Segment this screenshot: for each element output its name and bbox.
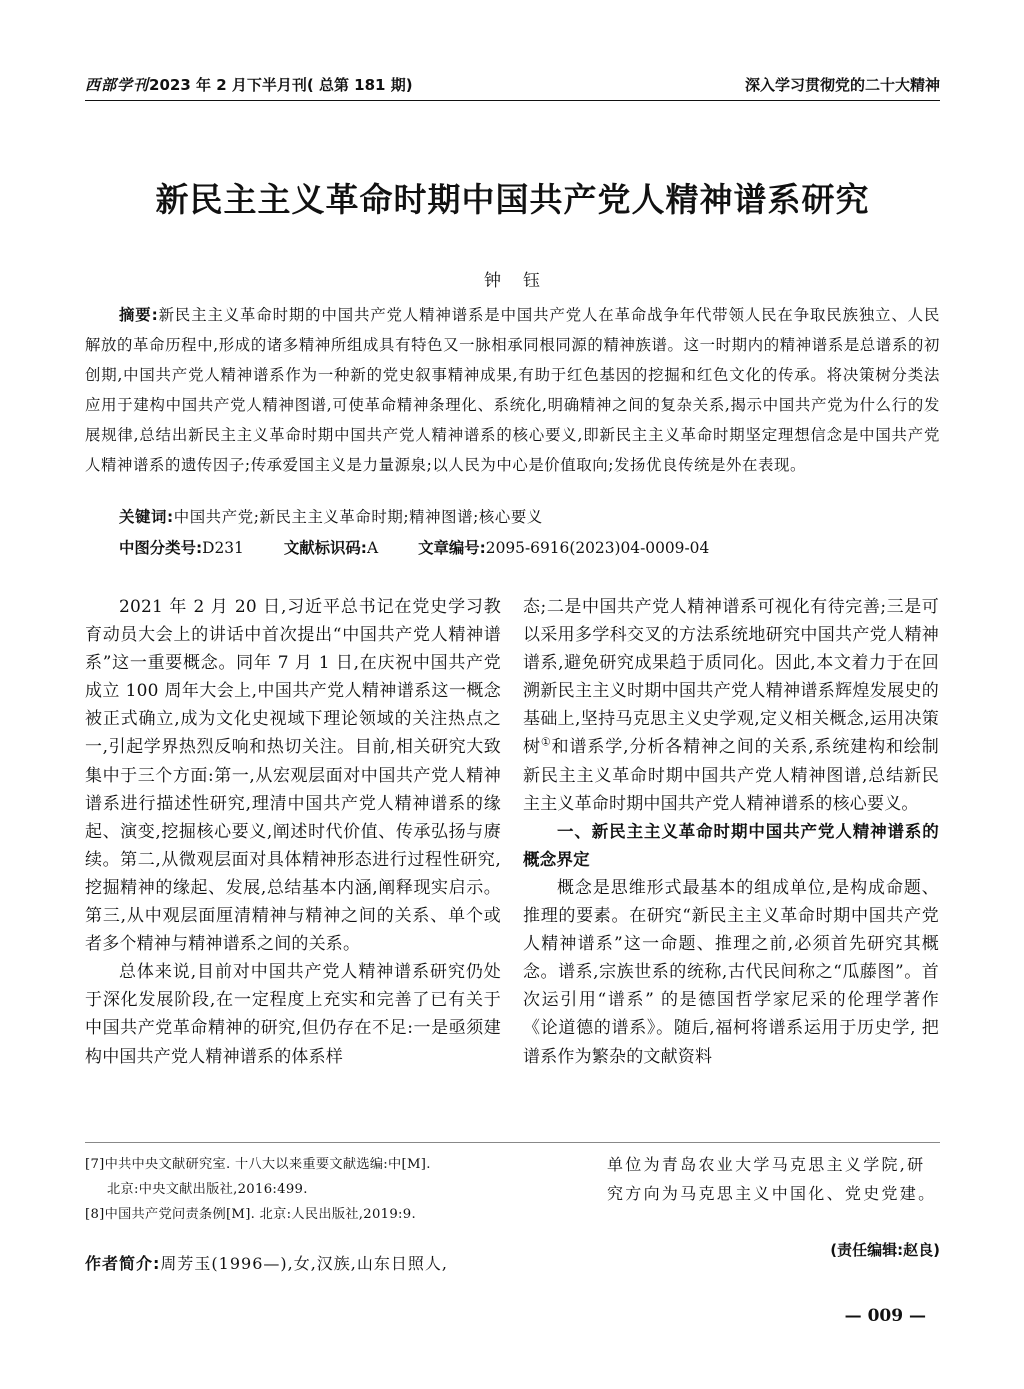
article-number-value: 2095-6916(2023)04-0009-04 [485,539,710,557]
body-column-left [85,593,501,1071]
issue-info: 2023 年 2 月下半月刊( 总第 181 期) [149,76,413,94]
keywords [119,505,543,527]
doc-code-value: A [366,539,379,557]
author-bio-continued: 单位为青岛农业大学马克思主义学院,研究方向为马克思主义中国化、党史党建。 [607,1155,937,1203]
body-paragraph: 概念是思维形式最基本的组成单位,是构成命题、推理的要素。在研究“新民主主义革命时期中国共产党人精神谱系”这一命题、推理之前,必须首先研究其概念。谱系,宗族世系的统称,古代民间称之“瓜藤图”。首次运引用“谱系” 的是德国哲学家尼采的伦理学著作《论道德的谱系》。随后,福柯将谱系运用于历史学, 把谱系作为繁杂的文献资料 [523,877,939,1067]
editor-note: (责任编辑:赵良) [830,1241,940,1259]
article-title: 新民主主义革命时期中国共产党人精神谱系研究 [155,180,870,219]
header-left [85,74,413,95]
section-label: 深入学习贯彻党的二十大精神 [744,76,940,94]
author-name: 钟钰 [484,271,562,291]
footnote-marker: ① [540,735,552,749]
body-column-right [523,593,939,1071]
abstract-text: 新民主主义革命时期的中国共产党人精神谱系是中国共产党人在革命战争年代带领人民在争取民族独立、人民解放的革命历程中,形成的诸多精神所组成具有特色又一脉相承同根同源的精神族谱。这一时期内的精神谱系是总谱系的初创期,中国共产党人精神谱系作为一种新的党史叙事精神成果,有助于红色基因的挖掘和红色文化的传承。将决策树分类法应用于建构中国共产党人精神图谱,可使革命精神条理化、系统化,明确精神之间的复杂关系,揭示中国共产党为什么行的发展规律,总结出新民主主义革命时期中国共产党人精神谱系的核心要义,即新民主主义革命时期坚定理想信念是中国共产党人精神谱系的遗传因子;传承爱国主义是力量源泉;以人民为中心是价值取向;发扬优良传统是外在表现。 [85,306,940,474]
classification-line [119,536,749,558]
body-paragraph: 总体来说,目前对中国共产党人精神谱系研究仍处于深化发展阶段,在一定程度上充实和完善了已有关于中国共产党革命精神的研究,但仍存在不足:一是亟须建构中国共产党人精神谱系的体系样 [85,962,501,1067]
reference-list [85,1152,515,1227]
abstract [85,300,940,480]
reference-item-continued: 北京:中央文献出版社,2016:499. [107,1182,308,1197]
clc-label: 中图分类号: [119,539,203,557]
section-heading: 一、新民主主义革命时期中国共产党人精神谱系的概念界定 [523,821,939,869]
keywords-label: 关键词: [119,508,174,526]
page-number: — 009 — [844,1306,926,1326]
bio-label: 作者简介: [85,1254,161,1273]
article-number-label: 文章编号: [418,539,486,557]
bio-text: 周芳玉(1996—),女,汉族,山东日照人, [160,1254,448,1273]
body-paragraph: 2021 年 2 月 20 日,习近平总书记在党史学习教育动员大会上的讲话中首次提出“中国共产党人精神谱系”这一重要概念。同年 7 月 1 日,在庆祝中国共产党成立 100 周年大会上,中国共产党人精神谱系这一概念被正式确立,成为文化史视域下理论领域的关注热点之一,引起学界热烈反响和热切关注。目前,相关研究大致集中于三个方面:第一,从宏观层面对中国共产党人精神谱系进行描述性研究,理清中国共产党人精神谱系的缘起、演变,挖掘核心要义,阐述时代价值、传承弘扬与赓续。第二,从微观层面对具体精神形态进行过程性研究,挖掘精神的缘起、发展,总结基本内涵,阐释现实启示。第三,从中观层面厘清精神与精神之间的关系、单个或者多个精神与精神谱系之间的关系。 [85,597,501,955]
keywords-text: 中国共产党;新民主主义革命时期;精神图谱;核心要义 [173,508,543,526]
footnote-separator [85,1142,940,1143]
running-header [85,70,940,101]
reference-item: [7]中共中央文献研究室. 十八大以来重要文献选编:中[M]. [85,1157,431,1172]
doc-code-label: 文献标识码: [283,539,367,557]
clc-value: D231 [202,539,244,557]
journal-name: 西部学刊 [85,76,150,94]
reference-item: [8]中国共产党问责条例[M]. 北京:人民出版社,2019:9. [85,1207,416,1222]
body-paragraph: 态;二是中国共产党人精神谱系可视化有待完善;三是可以采用多学科交叉的方法系统地研究中国共产党人精神谱系,避免研究成果趋于质同化。因此,本文着力于在回溯新民主主义时期中国共产党人精神谱系辉煌发展史的基础上,坚持马克思主义史学观,定义相关概念,运用决策树①和谱系学,分析各精神之间的关系,系统建构和绘制新民主主义革命时期中国共产党人精神图谱,总结新民主主义革命时期中国共产党人精神谱系的核心要义。 [523,597,940,814]
abstract-label: 摘要: [119,306,159,324]
author-bio [85,1251,448,1274]
